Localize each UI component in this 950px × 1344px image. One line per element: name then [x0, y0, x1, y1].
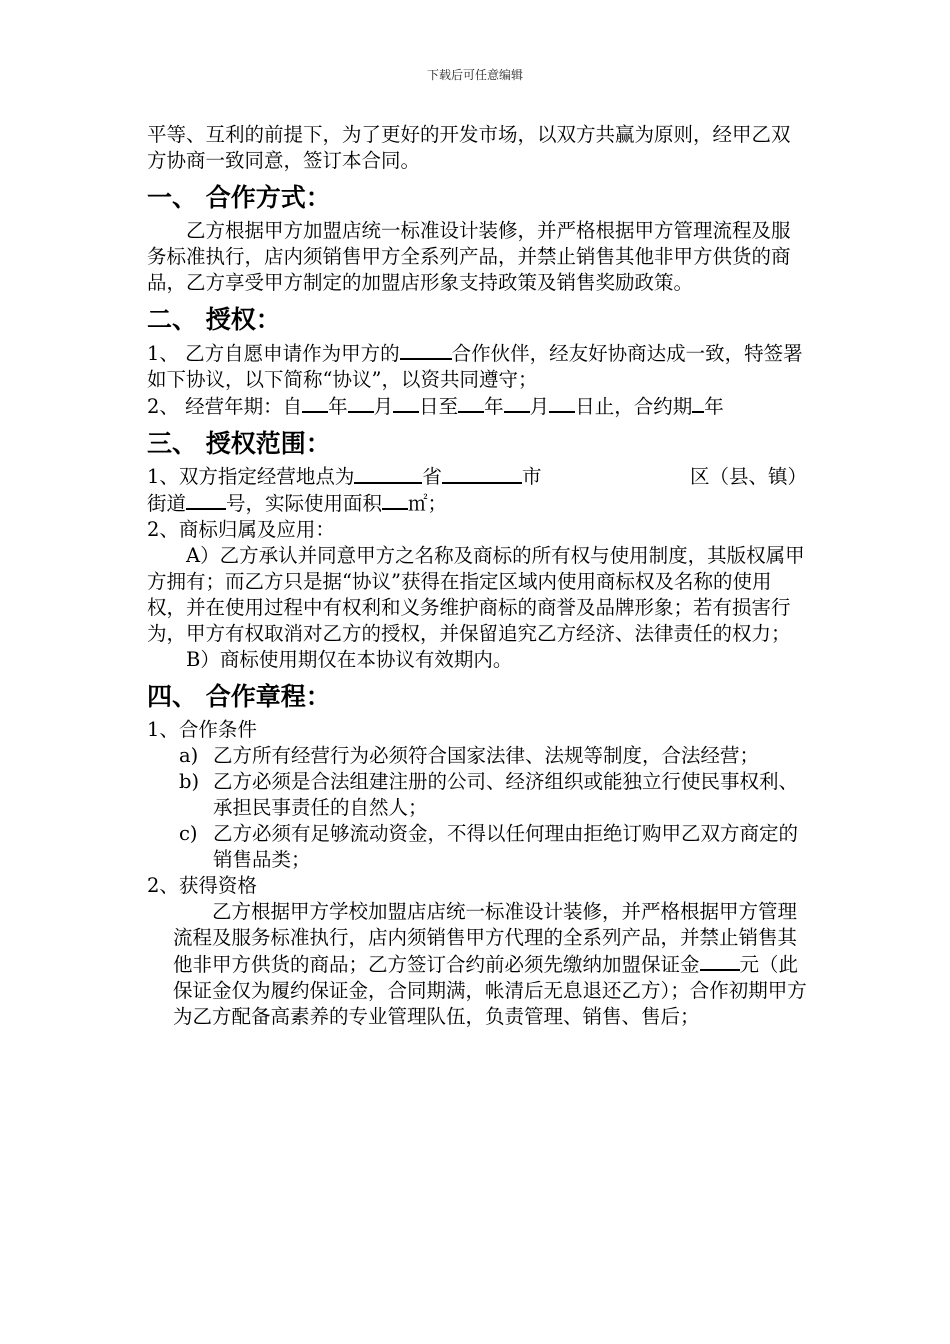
blank-field — [700, 951, 740, 971]
blank-field — [458, 393, 484, 413]
section-4-subheading-2: 2、获得资格 — [147, 874, 257, 897]
section-2-heading: 二、 授权： — [147, 305, 281, 334]
blank-field — [302, 393, 328, 413]
page-header: 下载后可任意编辑 — [426, 68, 523, 82]
section-3-item-2: 2、商标归属及应用： — [147, 518, 335, 541]
list-item: c) 乙方必须有足够流动资金，不得以任何理由拒绝订购甲乙双方商定的销售品类； — [179, 822, 799, 871]
blank-field — [186, 490, 226, 510]
list-item: a) 乙方所有经营行为必须符合国家法律、法规等制度，合法经营； — [179, 744, 760, 767]
section-3-heading: 三、 授权范围： — [147, 429, 331, 458]
document-body — [147, 122, 807, 1030]
blank-field — [354, 464, 422, 484]
blank-field — [382, 490, 408, 510]
blank-field — [549, 393, 575, 413]
blank-field — [504, 393, 530, 413]
section-4-subheading-1: 1、合作条件 — [147, 718, 257, 741]
blank-field — [400, 340, 452, 360]
clause-a: A）乙方承认并同意甲方之名称及商标的所有权与使用制度，其版权属甲方拥有；而乙方只是据“协议”获得在指定区域内使用商标权及名称的使用权，并在使用过程中有权利和义务维护商标的商誉及品牌形象；若有损害行为，甲方有权取消对乙方的授权，并保留追究乙方经济、法律责任的权力； — [147, 544, 805, 645]
list-item: b) 乙方必须是合法组建注册的公司、经济组织或能独立行使民事权利、承担民事责任的自然人； — [179, 770, 799, 819]
section-1-heading: 一、 合作方式： — [147, 183, 331, 212]
intro-paragraph: 平等、互利的前提下，为了更好的开发市场，以双方共赢为原则，经甲乙双方协商一致同意，签订本合同。 — [147, 123, 791, 172]
blank-field — [348, 393, 374, 413]
blank-field — [692, 393, 704, 413]
qualification-paragraph: 乙方根据甲方学校加盟店店统一标准设计装修，并严格根据甲方管理流程及服务标准执行，店内须销售甲方代理的全系列产品，并禁止销售其他非甲方供货的商品；乙方签订合约前必须先缴纳加盟保证金 元（此保证金仅为履约保证金，合同期满，帐清后无息退还乙方）；合作初期甲方为乙方配备高素养的专业管理队伍，负责管理、销售、售后； — [173, 900, 807, 1028]
section-2-item-2: 2、 经营年期：自 年 月 日至 年 月 日止，合约期 年 — [147, 395, 724, 418]
blank-field — [393, 393, 419, 413]
blank-field — [442, 464, 522, 484]
section-3-item-1-line-1: 1、双方指定经营地点为 省 市 区（县、镇） — [147, 465, 807, 488]
section-4-heading: 四、 合作章程： — [147, 682, 331, 711]
section-3-item-1-line-2: 街道 号，实际使用面积 ㎡； — [147, 492, 448, 515]
section-1-body: 乙方根据甲方加盟店统一标准设计装修，并严格根据甲方管理流程及服务标准执行，店内须销售甲方全系列产品，并禁止销售其他非甲方供货的商品，乙方享受甲方制定的加盟店形象支持政策及销售奖励政策。 — [147, 219, 791, 294]
section-2-item-1: 1、 乙方自愿申请作为甲方的 合作伙伴，经友好协商达成一致，特签署如下协议，以下简称“协议”，以资共同遵守； — [147, 342, 803, 391]
clause-b: B）商标使用期仅在本协议有效期内。 — [186, 648, 513, 671]
